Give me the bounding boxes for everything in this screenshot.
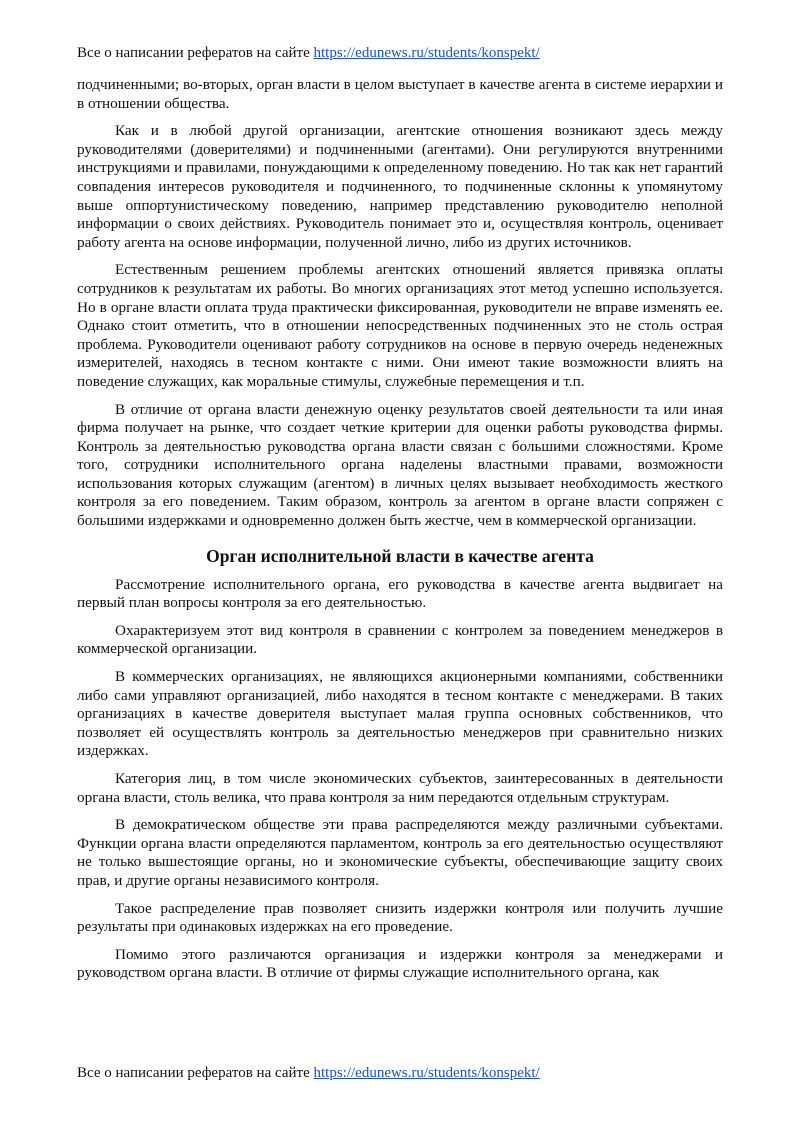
header-site-link[interactable]: https://edunews.ru/students/konspekt/ (313, 45, 540, 61)
paragraph-agency-relations: Как и в любой другой организации, агентские отношения возникают здесь между руководителями (доверителями) и подчиненными (агентами). Они регулируются внутренними инструкциями и правилами, понуждающими к определенному поведению. Но так как нет гарантий совпадения интересов руководителя и подчиненного, то подчиненные склонны к упомянутому выше оппортунистическому поведению, например представлению руководителю неполной информации о своих действиях. Руководитель понимает это и, осуществляя контроль, оценивает работу агента на основе информации, полученной лично, либо из других источников. (77, 122, 723, 251)
page-footer (77, 1064, 540, 1082)
paragraph-characterize-control: Охарактеризуем этот вид контроля в сравнении с контролем за поведением менеджеров в коммерческой организации. (77, 621, 723, 658)
footer-prefix: Все о написании рефератов на сайте (77, 1065, 314, 1081)
paragraph-interested-persons: Категория лиц, в том числе экономических субъектов, заинтересованных в деятельности органа власти, столь велика, что права контроля за ним передаются отдельным структурам. (77, 770, 723, 806)
paragraph-rights-distribution: Такое распределение прав позволяет снизить издержки контроля или получить лучшие результаты при одинаковых издержках на его проведение. (77, 899, 723, 936)
header-prefix: Все о написании рефератов на сайте (77, 45, 314, 61)
document-page (77, 0, 723, 1131)
paragraph-democratic-society: В демократическом обществе эти права распределяются между различными субъектами. Функции органа власти определяются парламентом, контроль за его деятельностью осуществляют не только вышестоящие органы, но и экономические субъекты, обеспечивающие защиту своих прав, и другие органы независимого контроля. (77, 816, 723, 889)
page-header (77, 44, 540, 62)
section-heading: Орган исполнительной власти в качестве агента (206, 545, 594, 566)
footer-site-link[interactable]: https://edunews.ru/students/konspekt/ (313, 1065, 540, 1081)
document-body (77, 76, 723, 992)
paragraph-control-differences: Помимо этого различаются организация и издержки контроля за менеджерами и руководством органа власти. В отличие от фирмы служащие исполнительного органа, как (77, 945, 723, 982)
paragraph-firm-comparison: В отличие от органа власти денежную оценку результатов своей деятельности та или иная фирма получает на рынке, что создает четкие критерии для оценки работы руководства фирмы. Контроль за деятельностью руководства органа власти связан с большими сложностями. Кроме того, сотрудники исполнительного органа наделены властными правами, возможности использования которых служащим (агентом) в личных целях вызывает необходимость жесткого контроля за его поведением. Таким образом, контроль за агентом в органе власти сопряжен с большими издержками и одновременно должен быть жестче, чем в коммерческой организации. (77, 400, 723, 530)
paragraph-pay-linkage: Естественным решением проблемы агентских отношений является привязка оплаты сотрудников к результатам их работы. Во многих организациях этот метод успешно используется. Но в органе власти оплата труда практически фиксированная, руководители не вправе изменять ее. Однако стоит отметить, что в отношении непосредственных подчиненных это не столь острая проблема. Руководители оценивают работу сотрудников на основе в первую очередь неденежных измерителей, находясь в тесном контакте с ними. Они имеют такие возможности влиять на поведение служащих, как моральные стимулы, служебные перемещения и т.п. (77, 261, 723, 390)
paragraph-control-questions: Рассмотрение исполнительного органа, его руководства в качестве агента выдвигает на первый план вопросы контроля за его деятельностью. (77, 575, 723, 612)
paragraph-continuation: подчиненными; во-вторых, орган власти в целом выступает в качестве агента в системе иерархии и в отношении общества. (77, 76, 723, 112)
paragraph-commercial-orgs: В коммерческих организациях, не являющихся акционерными компаниями, собственники либо сами управляют организацией, либо находятся в тесном контакте с менеджерами. В таких организациях в качестве доверителя выступает малая группа основных собственников, что позволяет ей осуществлять контроль за деятельностью менеджеров при сравнительно низких издержках. (77, 668, 723, 760)
